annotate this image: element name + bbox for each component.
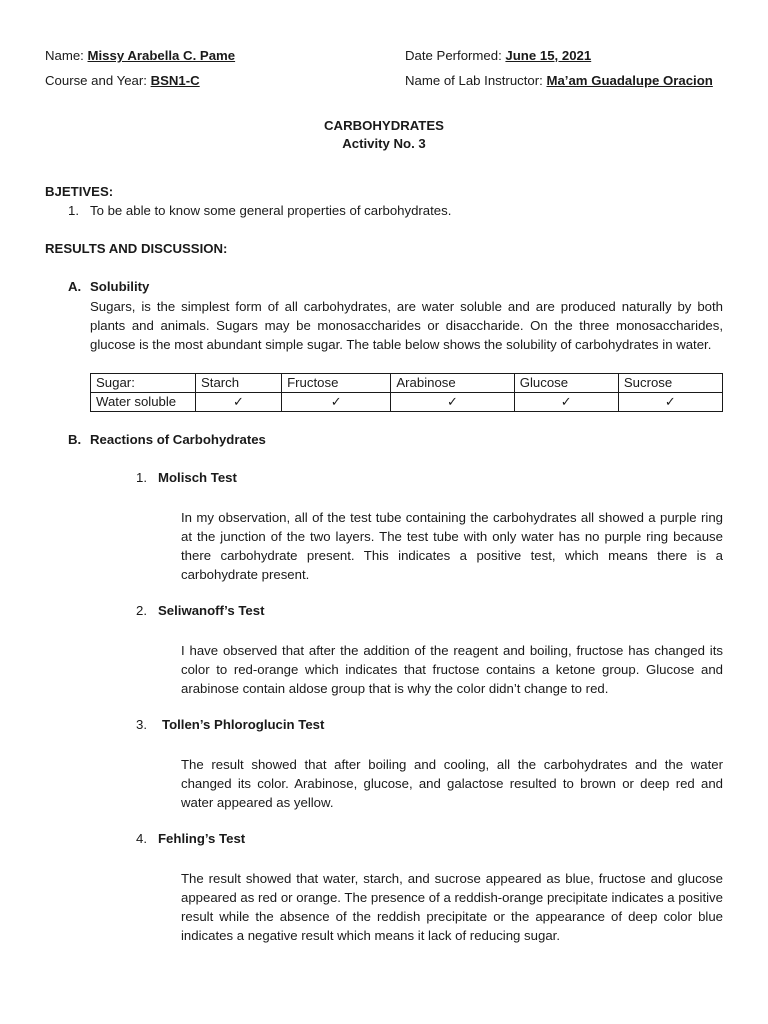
table-cell: Sucrose [618, 374, 722, 393]
course-label: Course and Year: [45, 73, 147, 88]
results-heading: RESULTS AND DISCUSSION: [45, 241, 228, 256]
test-name: Seliwanoff’s Test [158, 603, 265, 618]
solubility-paragraph: Sugars, is the simplest form of all carbohydrates, are water soluble and are produced naturally by both plants and animals. Sugars may be monosaccharides or disaccharide. On the three monosaccharides, glucose is the most abundant simple sugar. The table below shows the solubility of carbohydrates in water. [90, 299, 723, 352]
test-name: Molisch Test [158, 470, 237, 485]
student-name: Missy Arabella C. Pame [87, 48, 236, 63]
check-mark: ✓ [391, 393, 514, 412]
objectives-heading: BJETIVES: [45, 184, 114, 199]
check-mark: ✓ [618, 393, 722, 412]
test-number: 2. [136, 603, 147, 618]
objective-text: To be able to know some general properties of carbohydrates. [90, 203, 452, 218]
test-paragraph: The result showed that water, starch, and sucrose appeared as blue, fructose and glucose appeared as red or orange. The presence of a reddish-orange precipitate indicates a positive result while the absence of the reddish precipitate or the appearance of deep color blue indicates a negative result which means it lack of reducing sugar. [181, 871, 723, 943]
check-mark: ✓ [282, 393, 391, 412]
test-number: 3. [136, 717, 147, 732]
test-paragraph: I have observed that after the addition of the reagent and boiling, fructose has changed its color to red-orange which indicates that fructose contains a ketone group. Glucose and arabinose contain aldose group that is why the color didn’t change to red. [181, 643, 723, 696]
instructor-label: Name of Lab Instructor: [405, 73, 543, 88]
instructor-line [405, 73, 713, 88]
reactions-heading: Reactions of Carbohydrates [90, 432, 266, 447]
date-line [405, 48, 591, 63]
name-label: Name: [45, 48, 84, 63]
document-title: CARBOHYDRATES [324, 118, 444, 133]
table-cell: Glucose [514, 374, 618, 393]
table-cell: Water soluble [91, 393, 196, 412]
solubility-table [90, 373, 723, 412]
test-paragraph: The result showed that after boiling and cooling, all the carbohydrates and the water changed its color. Arabinose, glucose, and galactose resulted to brown or deep red and water appeared as yellow. [181, 757, 723, 810]
section-a-letter: A. [68, 279, 82, 294]
test-paragraph: In my observation, all of the test tube containing the carbohydrates all showed a purple ring at the junction of the two layers. The test tube with only water has no purple ring because there carbohydrate present. This indicates a positive test, which means there is a carbohydrate present. [181, 510, 723, 582]
table-cell: Arabinose [391, 374, 514, 393]
solubility-heading: Solubility [90, 279, 150, 294]
name-line [45, 48, 235, 63]
table-cell: Sugar: [91, 374, 196, 393]
test-name: Tollen’s Phloroglucin Test [162, 717, 325, 732]
check-mark: ✓ [514, 393, 618, 412]
table-row [91, 393, 723, 412]
table-cell: Starch [196, 374, 282, 393]
activity-number: Activity No. 3 [342, 136, 426, 151]
section-b-letter: B. [68, 432, 82, 447]
objective-number: 1. [68, 203, 79, 218]
test-number: 1. [136, 470, 147, 485]
test-number: 4. [136, 831, 147, 846]
table-header-row [91, 374, 723, 393]
course-year: BSN1-C [150, 73, 200, 88]
check-mark: ✓ [196, 393, 282, 412]
date-performed: June 15, 2021 [505, 48, 592, 63]
date-label: Date Performed: [405, 48, 502, 63]
table-cell: Fructose [282, 374, 391, 393]
test-name: Fehling’s Test [158, 831, 246, 846]
course-line [45, 73, 200, 88]
lab-instructor: Ma’am Guadalupe Oracion [546, 73, 713, 88]
